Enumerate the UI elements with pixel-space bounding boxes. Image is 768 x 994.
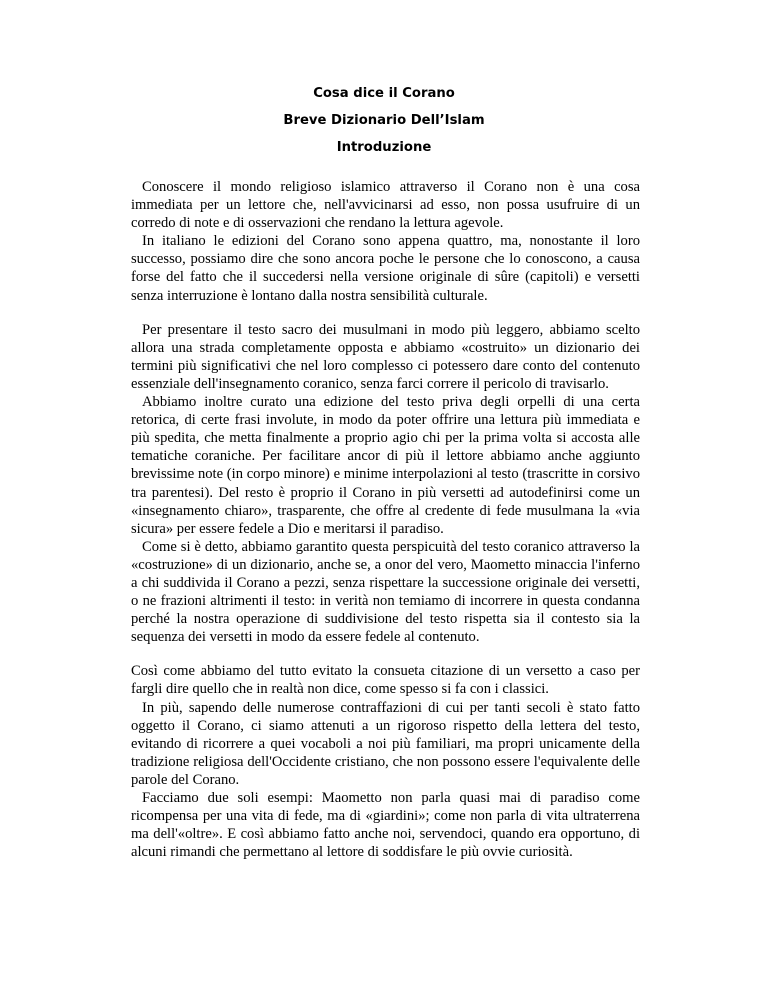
document-body <box>131 178 640 861</box>
document-title: Cosa dice il Corano <box>313 86 455 101</box>
paragraph: Abbiamo inoltre curato una edizione del testo priva degli orpelli di una certa retorica, di certe frasi involute, in modo da poter offrire una lettura più immediata e più spedita, che metta finalmente a proprio agio chi per la prima volta si accosta alle tematiche coraniche. Per facilitare ancor di più il lettore abbiamo anche aggiunto brevissime note (in corpo minore) e minime interpolazioni al testo (trascritte in corsivo tra parentesi). Del resto è proprio il Corano in più versetti ad autodefinirsi come un «insegnamento chiaro», trasparente, che offre al credente di fede musulmana la «via sicura» per essere fedele a Dio e meritarsi il paradiso. <box>131 394 640 537</box>
paragraph: Come si è detto, abbiamo garantito questa perspicuità del testo coranico attraverso la «costruzione» di un dizionario, anche se, a onor del vero, Maometto minaccia l'inferno a chi suddivida il Corano a pezzi, senza rispettare la successione originale dei versetti, o ne frazioni altrimenti il testo: in verità non temiamo di incorrere in questa condanna perché la nostra operazione di suddivisione del testo rispetta sia il contesto sia la sequenza dei versetti in modo da essere fedele al contenuto. <box>131 538 640 646</box>
paragraph: Conoscere il mondo religioso islamico attraverso il Corano non è una cosa immediata per un lettore che, nell'avvicinarsi ad esso, non possa usufruire di un corredo di note e di osservazioni che rendano la lettura agevole. <box>131 179 640 232</box>
paragraph: In italiano le edizioni del Corano sono appena quattro, ma, nonostante il loro successo, possiamo dire che sono ancora poche le persone che lo conoscono, a causa forse del fatto che il succedersi nella versione originale di sûre (capitoli) e versetti senza interruzione è lontano dalla nostra sensibilità culturale. <box>131 233 640 304</box>
paragraph: Così come abbiamo del tutto evitato la consueta citazione di un versetto a caso per fargli dire quello che in realtà non dice, come spesso si fa con i classici. <box>131 663 640 698</box>
paragraph: Per presentare il testo sacro dei musulmani in modo più leggero, abbiamo scelto allora una strada completamente opposta e abbiamo «costruito» un dizionario dei termini più significativi che nel loro complesso ci potessero dare conto del contenuto essenziale dell'insegnamento coranico, senza farci correre il pericolo di travisarlo. <box>131 321 640 392</box>
document-subtitle: Breve Dizionario Dell’Islam <box>283 113 485 128</box>
paragraph: Facciamo due soli esempi: Maometto non parla quasi mai di paradiso come ricompensa per una vita di fede, ma di «giardini»; come non parla di vita ultraterrena ma dell'«oltre». E così abbiamo fatto anche noi, servendoci, quando era opportuno, di alcuni rimandi che permettano al lettore di soddisfare le più ovvie curiosità. <box>131 790 640 861</box>
title-block <box>0 80 768 161</box>
section-heading: Introduzione <box>336 140 432 155</box>
paragraph: In più, sapendo delle numerose contraffazioni di cui per tanti secoli è stato fatto oggetto il Corano, ci siamo attenuti a un rigoroso rispetto della lettera del testo, evitando di ricorrere a quei vocaboli a noi più familiari, ma propri unicamente della tradizione religiosa dell'Occidente cristiano, che non possono essere l'equivalente delle parole del Corano. <box>131 699 640 788</box>
